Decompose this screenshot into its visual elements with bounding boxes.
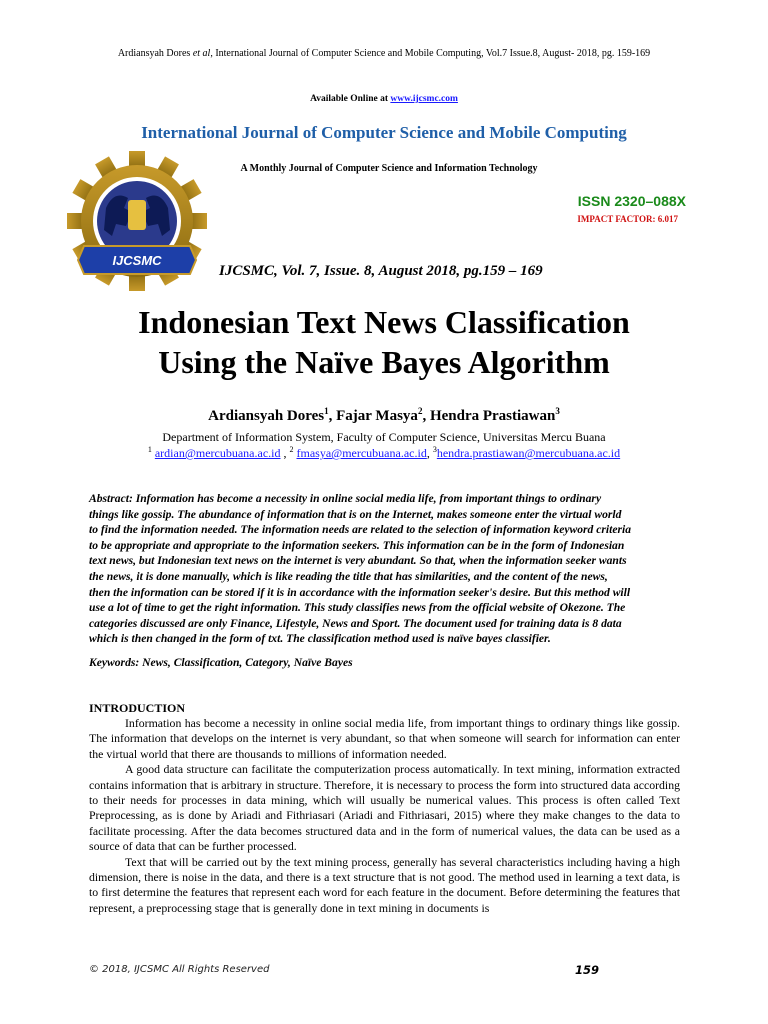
journal-logo: [66, 150, 208, 292]
paragraph: Information has become a necessity in online social media life, from important things to ordinary things like gossip. The information that develops on the internet is very abundant, so that when someone will search for information can enter the virtual world that there are thousands to millions of information needed.: [89, 716, 680, 761]
keywords: Keywords: News, Classification, Category, Naïve Bayes: [89, 656, 353, 669]
author-name: Hendra Prastiawan: [429, 408, 556, 424]
abstract-line: to be appropriate and appropriate to the information seekers. This information can be in the form of Indonesian: [89, 538, 625, 552]
available-prefix: Available Online at: [310, 94, 391, 104]
griffin-icon: [104, 196, 170, 236]
author-list: Ardiansyah Dores$^1$, Fajar Masya$^2$, Hendra Prastiawan$^3$: [208, 406, 560, 424]
author-affil-sup: 2: [417, 406, 423, 416]
introduction-body: [89, 716, 680, 916]
journal-title: International Journal of Computer Science and Mobile Computing: [141, 123, 627, 142]
abstract-line: use a lot of time to get the right information. This study classifies news from the official website of Okezone. The: [89, 601, 626, 615]
paper-title: [0, 302, 768, 382]
paper-title-line-2: Using the Naïve Bayes Algorithm: [158, 344, 610, 380]
logo-text: IJCSMC: [112, 253, 162, 268]
issn: ISSN 2320–088X: [577, 193, 686, 209]
footer-copyright: © 2018, IJCSMC All Rights Reserved: [89, 964, 270, 975]
journal-subtitle: A Monthly Journal of Computer Science and Information Technology: [240, 163, 538, 174]
email-link[interactable]: ardian@mercubuana.ac.id: [154, 446, 281, 460]
abstract: [89, 491, 679, 647]
section-heading-introduction: INTRODUCTION: [89, 701, 186, 715]
abstract-line: categories discussed are only Finance, Lifestyle, News and Sport. The document used for training data is 8 data: [89, 616, 622, 630]
paragraph: A good data structure can facilitate the computerization process automatically. In text mining, information extracted contains information that is arbitrary in structure. Therefore, it is necessary to process the form into structured data according to their needs for processes in data mining, which will usually be numerical values. This process is often called Text Preprocessing, as is done by Ariadi and Fithriasari (Ariadi and Fithriasari, 2015) where they make changes to the data to facilitate processing. After the data becomes structured data and in the form of numerical values, the data can be used as a source of data that can be further processed.: [89, 762, 680, 854]
email-sup: 1: [147, 445, 152, 454]
abstract-line: to find the information needed. The information needs are related to the selection of information keyword criteria: [89, 523, 632, 537]
abstract-line: Abstract: Information has become a necessity in online social media life, from important things to ordinary: [89, 492, 602, 505]
running-header-authors: Ardiansyah Dores: [117, 48, 193, 59]
abstract-line: things like gossip. The abundance of information that is on the Internet, makes someone enter the virtual world: [89, 507, 622, 521]
author-affil-sup: 1: [324, 406, 329, 416]
email-link[interactable]: hendra.prastiawan@mercubuana.ac.id: [436, 446, 621, 460]
author-name: Ardiansyah Dores: [208, 408, 325, 424]
running-header-citation: , International Journal of Computer Science and Mobile Computing, Vol.7 Issue.8, August- 2018, pg. 159-169: [210, 48, 651, 59]
email-sup: 3: [432, 445, 437, 454]
abstract-line: which is then changed in the form of txt. The classification method used is naïve bayes classifier.: [89, 632, 551, 646]
author-emails: $^1$ ardian@mercubuana.ac.id , $^2$ fmasya@mercubuana.ac.id, $^3$hendra.prastiawan@mercubuana.ac.id: [147, 445, 621, 460]
paragraph: Text that will be carried out by the text mining process, generally has several characteristics including having a high dimension, there is noise in the data, and there is a text structure that is not good. The method used in learning a text data, is to first determine the features that represent each word for each feature in the document. Before determining the features that represent, a preprocessing stage that is generally done in text mining in documents is: [89, 854, 680, 915]
abstract-line: then the information can be stored if it is in accordance with the information seeker's desire. But this method will: [89, 585, 631, 599]
department: Department of Information System, Faculty of Computer Science, Universitas Mercu Buana: [162, 430, 606, 444]
email-sup: 2: [289, 445, 294, 454]
impact-factor: IMPACT FACTOR: 6.017: [577, 214, 678, 224]
page-number: 159: [575, 963, 600, 977]
email-link[interactable]: fmasya@mercubuana.ac.id: [296, 446, 427, 460]
abstract-line: the news, it is done manually, which is like reading the title that has similarities, and the content of the news,: [89, 569, 608, 583]
abstract-line: text news, but Indonesian text news on the internet is very abundant. So that, when the information seeker wants: [89, 554, 627, 568]
paper-title-line-1: Indonesian Text News Classification: [138, 304, 630, 340]
running-header: [0, 48, 768, 59]
running-header-etal: et al: [192, 48, 211, 59]
author-name: Fajar Masya: [336, 408, 418, 424]
available-online: [0, 94, 768, 104]
journal-url-link[interactable]: www.ijcsmc.com: [390, 94, 458, 104]
author-affil-sup: 3: [555, 406, 560, 416]
issue-info: IJCSMC, Vol. 7, Issue. 8, August 2018, pg.159 – 169: [219, 263, 543, 279]
